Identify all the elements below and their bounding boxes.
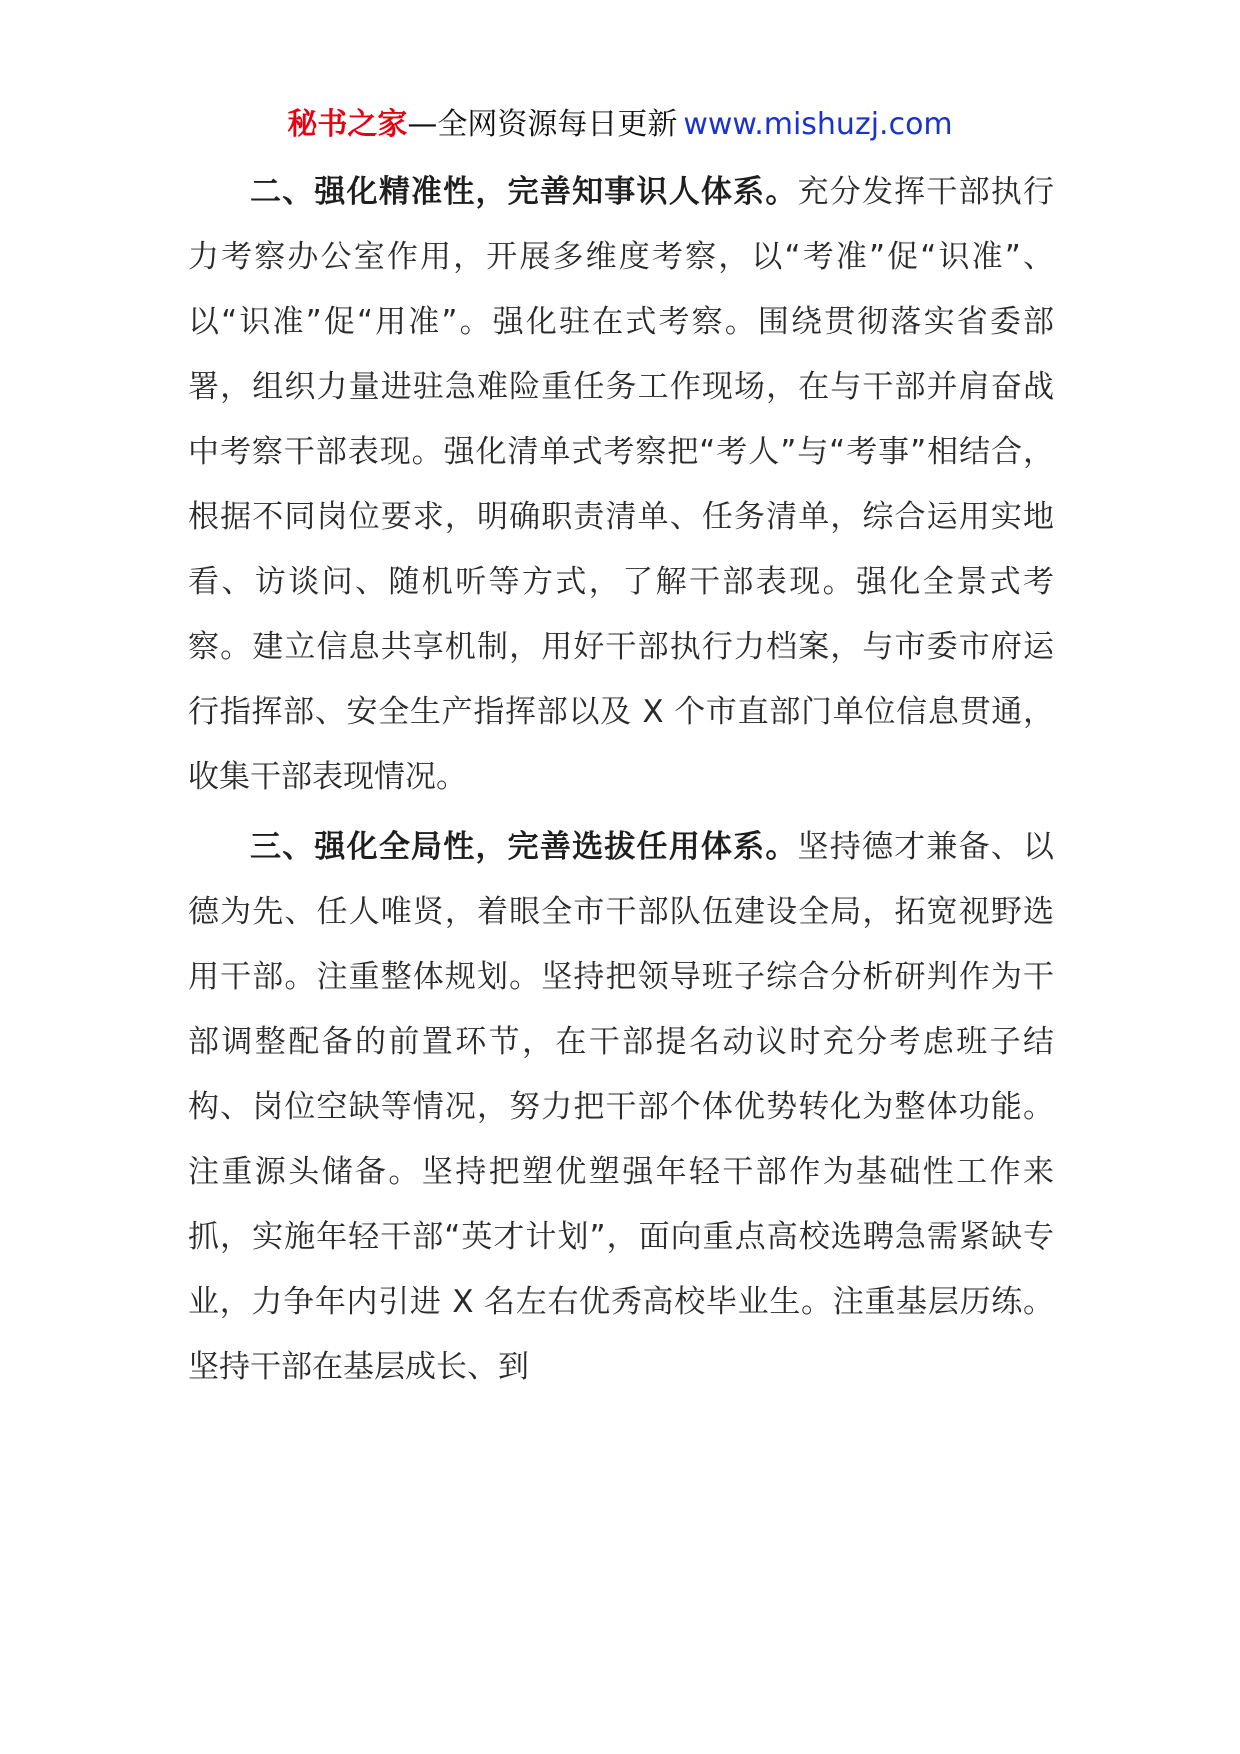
site-url-link[interactable]: www.mishuzj.com bbox=[683, 107, 953, 142]
header-tagline: —全网资源每日更新 bbox=[407, 107, 678, 142]
section-heading: 二、强化精准性，完善知事识人体系。 bbox=[250, 174, 798, 210]
paragraph-text: 充分发挥干部执行力考察办公室作用，开展多维度考察，以“考准”促“识准”、以“识准”促“用准”。强化驻在式考察。围绕贯彻落实省委部署，组织力量进驻急难险重任务工作现场，在与干部并肩奋战中考察干部表现。强化清单式考察把“考人”与“考事”相结合，根据不同岗位要求，明确职责清单、任务清单，综合运用实地看、访谈问、随机听等方式，了解干部表现。强化全景式考察。建立信息共享机制，用好干部执行力档案，与市委市府运行指挥部、安全生产指挥部以及 X 个市直部门单位信息贯通，收集干部表现情况。 bbox=[188, 174, 1055, 795]
site-header bbox=[0, 98, 1240, 152]
document-body bbox=[188, 160, 1054, 1400]
section-heading: 三、强化全局性，完善选拔任用体系。 bbox=[250, 829, 798, 865]
brand-name: 秘书之家 bbox=[287, 107, 408, 142]
paragraph-section-2 bbox=[188, 160, 1054, 810]
paragraph-section-3 bbox=[188, 815, 1054, 1400]
paragraph-text: 坚持德才兼备、以德为先、任人唯贤，着眼全市干部队伍建设全局，拓宽视野选用干部。注重整体规划。坚持把领导班子综合分析研判作为干部调整配备的前置环节，在干部提名动议时充分考虑班子结构、岗位空缺等情况，努力把干部个体优势转化为整体功能。注重源头储备。坚持把塑优塑强年轻干部作为基础性工作来抓，实施年轻干部“英才计划”，面向重点高校选聘急需紧缺专业，力争年内引进 X 名左右优秀高校毕业生。注重基层历练。坚持干部在基层成长、到 bbox=[188, 829, 1055, 1385]
